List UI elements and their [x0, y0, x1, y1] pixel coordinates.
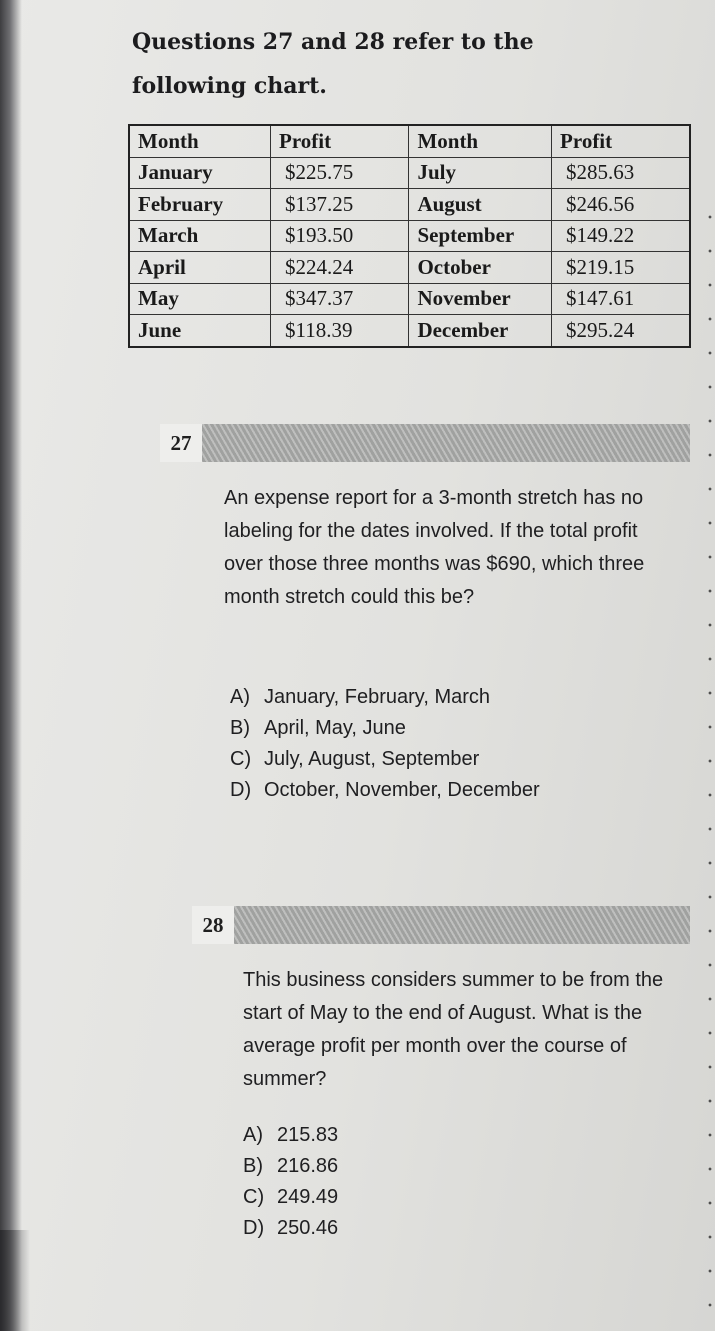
choice-letter: A): [243, 1124, 263, 1146]
choice-letter: D): [230, 779, 252, 801]
choice-b[interactable]: [230, 713, 540, 744]
month-cell: January: [129, 157, 271, 189]
profit-cell: $285.63: [552, 157, 690, 189]
choice-letter: C): [230, 748, 252, 770]
header-month-1: Month: [129, 125, 271, 157]
profit-table: [128, 124, 691, 348]
choice-letter: A): [230, 686, 250, 708]
table-row: [129, 252, 690, 284]
binder-dots: [707, 200, 713, 1320]
profit-cell: $347.37: [271, 283, 409, 315]
profit-cell: $149.22: [552, 220, 690, 252]
profit-cell: $225.75: [271, 157, 409, 189]
month-cell: May: [129, 283, 271, 315]
choice-text: 250.46: [277, 1217, 339, 1239]
table-row: [129, 315, 690, 347]
table-row: [129, 157, 690, 189]
month-cell: March: [129, 220, 271, 252]
choice-text: October, November, December: [264, 779, 540, 801]
choice-d[interactable]: [230, 775, 540, 806]
question-27-text: An expense report for a 3-month stretch has no labeling for the dates involved. If the total profit over those three months was $690, which three month stretch could this be?: [224, 487, 645, 608]
profit-cell: $147.61: [552, 283, 690, 315]
choice-text: July, August, September: [264, 748, 480, 770]
photo-edge-shadow-lower: [0, 1230, 30, 1331]
choice-letter: B): [243, 1155, 263, 1177]
month-cell: October: [409, 252, 552, 284]
month-cell: July: [409, 157, 552, 189]
question-27-number: 27: [160, 424, 202, 462]
choice-text: April, May, June: [264, 717, 406, 739]
choice-letter: D): [243, 1217, 265, 1239]
choice-a[interactable]: [243, 1120, 338, 1151]
header-profit-2: Profit: [552, 125, 690, 157]
question-27-choices: [230, 682, 540, 806]
choice-text: 216.86: [277, 1155, 339, 1177]
profit-cell: $193.50: [271, 220, 409, 252]
choice-a[interactable]: [230, 682, 540, 713]
month-cell: August: [409, 189, 552, 221]
profit-cell: $246.56: [552, 189, 690, 221]
choice-text: 249.49: [277, 1186, 339, 1208]
table-header-row: [129, 125, 690, 157]
choice-text: 215.83: [277, 1124, 339, 1146]
question-27-bar: [160, 424, 690, 462]
month-cell: June: [129, 315, 271, 347]
table-row: [129, 283, 690, 315]
choice-d[interactable]: [243, 1213, 338, 1244]
section-heading: Questions 27 and 28 refer to the following chart.: [132, 29, 534, 99]
header-month-2: Month: [409, 125, 552, 157]
table-row: [129, 220, 690, 252]
header-profit-1: Profit: [271, 125, 409, 157]
photo-edge-shadow: [0, 0, 22, 1331]
question-28-text: This business considers summer to be from the start of May to the end of August. What is the average profit per month over the course of summer?: [243, 969, 664, 1090]
choice-letter: B): [230, 717, 250, 739]
profit-cell: $137.25: [271, 189, 409, 221]
choice-letter: C): [243, 1186, 265, 1208]
table-row: [129, 189, 690, 221]
choice-c[interactable]: [230, 744, 540, 775]
profit-cell: $295.24: [552, 315, 690, 347]
choice-c[interactable]: [243, 1182, 338, 1213]
question-28-choices: [243, 1120, 338, 1244]
choice-text: January, February, March: [264, 686, 491, 708]
profit-cell: $224.24: [271, 252, 409, 284]
month-cell: September: [409, 220, 552, 252]
profit-cell: $118.39: [271, 315, 409, 347]
month-cell: April: [129, 252, 271, 284]
choice-b[interactable]: [243, 1151, 338, 1182]
profit-cell: $219.15: [552, 252, 690, 284]
question-28-bar: [192, 906, 690, 944]
month-cell: December: [409, 315, 552, 347]
question-28-number: 28: [192, 906, 234, 944]
month-cell: February: [129, 189, 271, 221]
month-cell: November: [409, 283, 552, 315]
